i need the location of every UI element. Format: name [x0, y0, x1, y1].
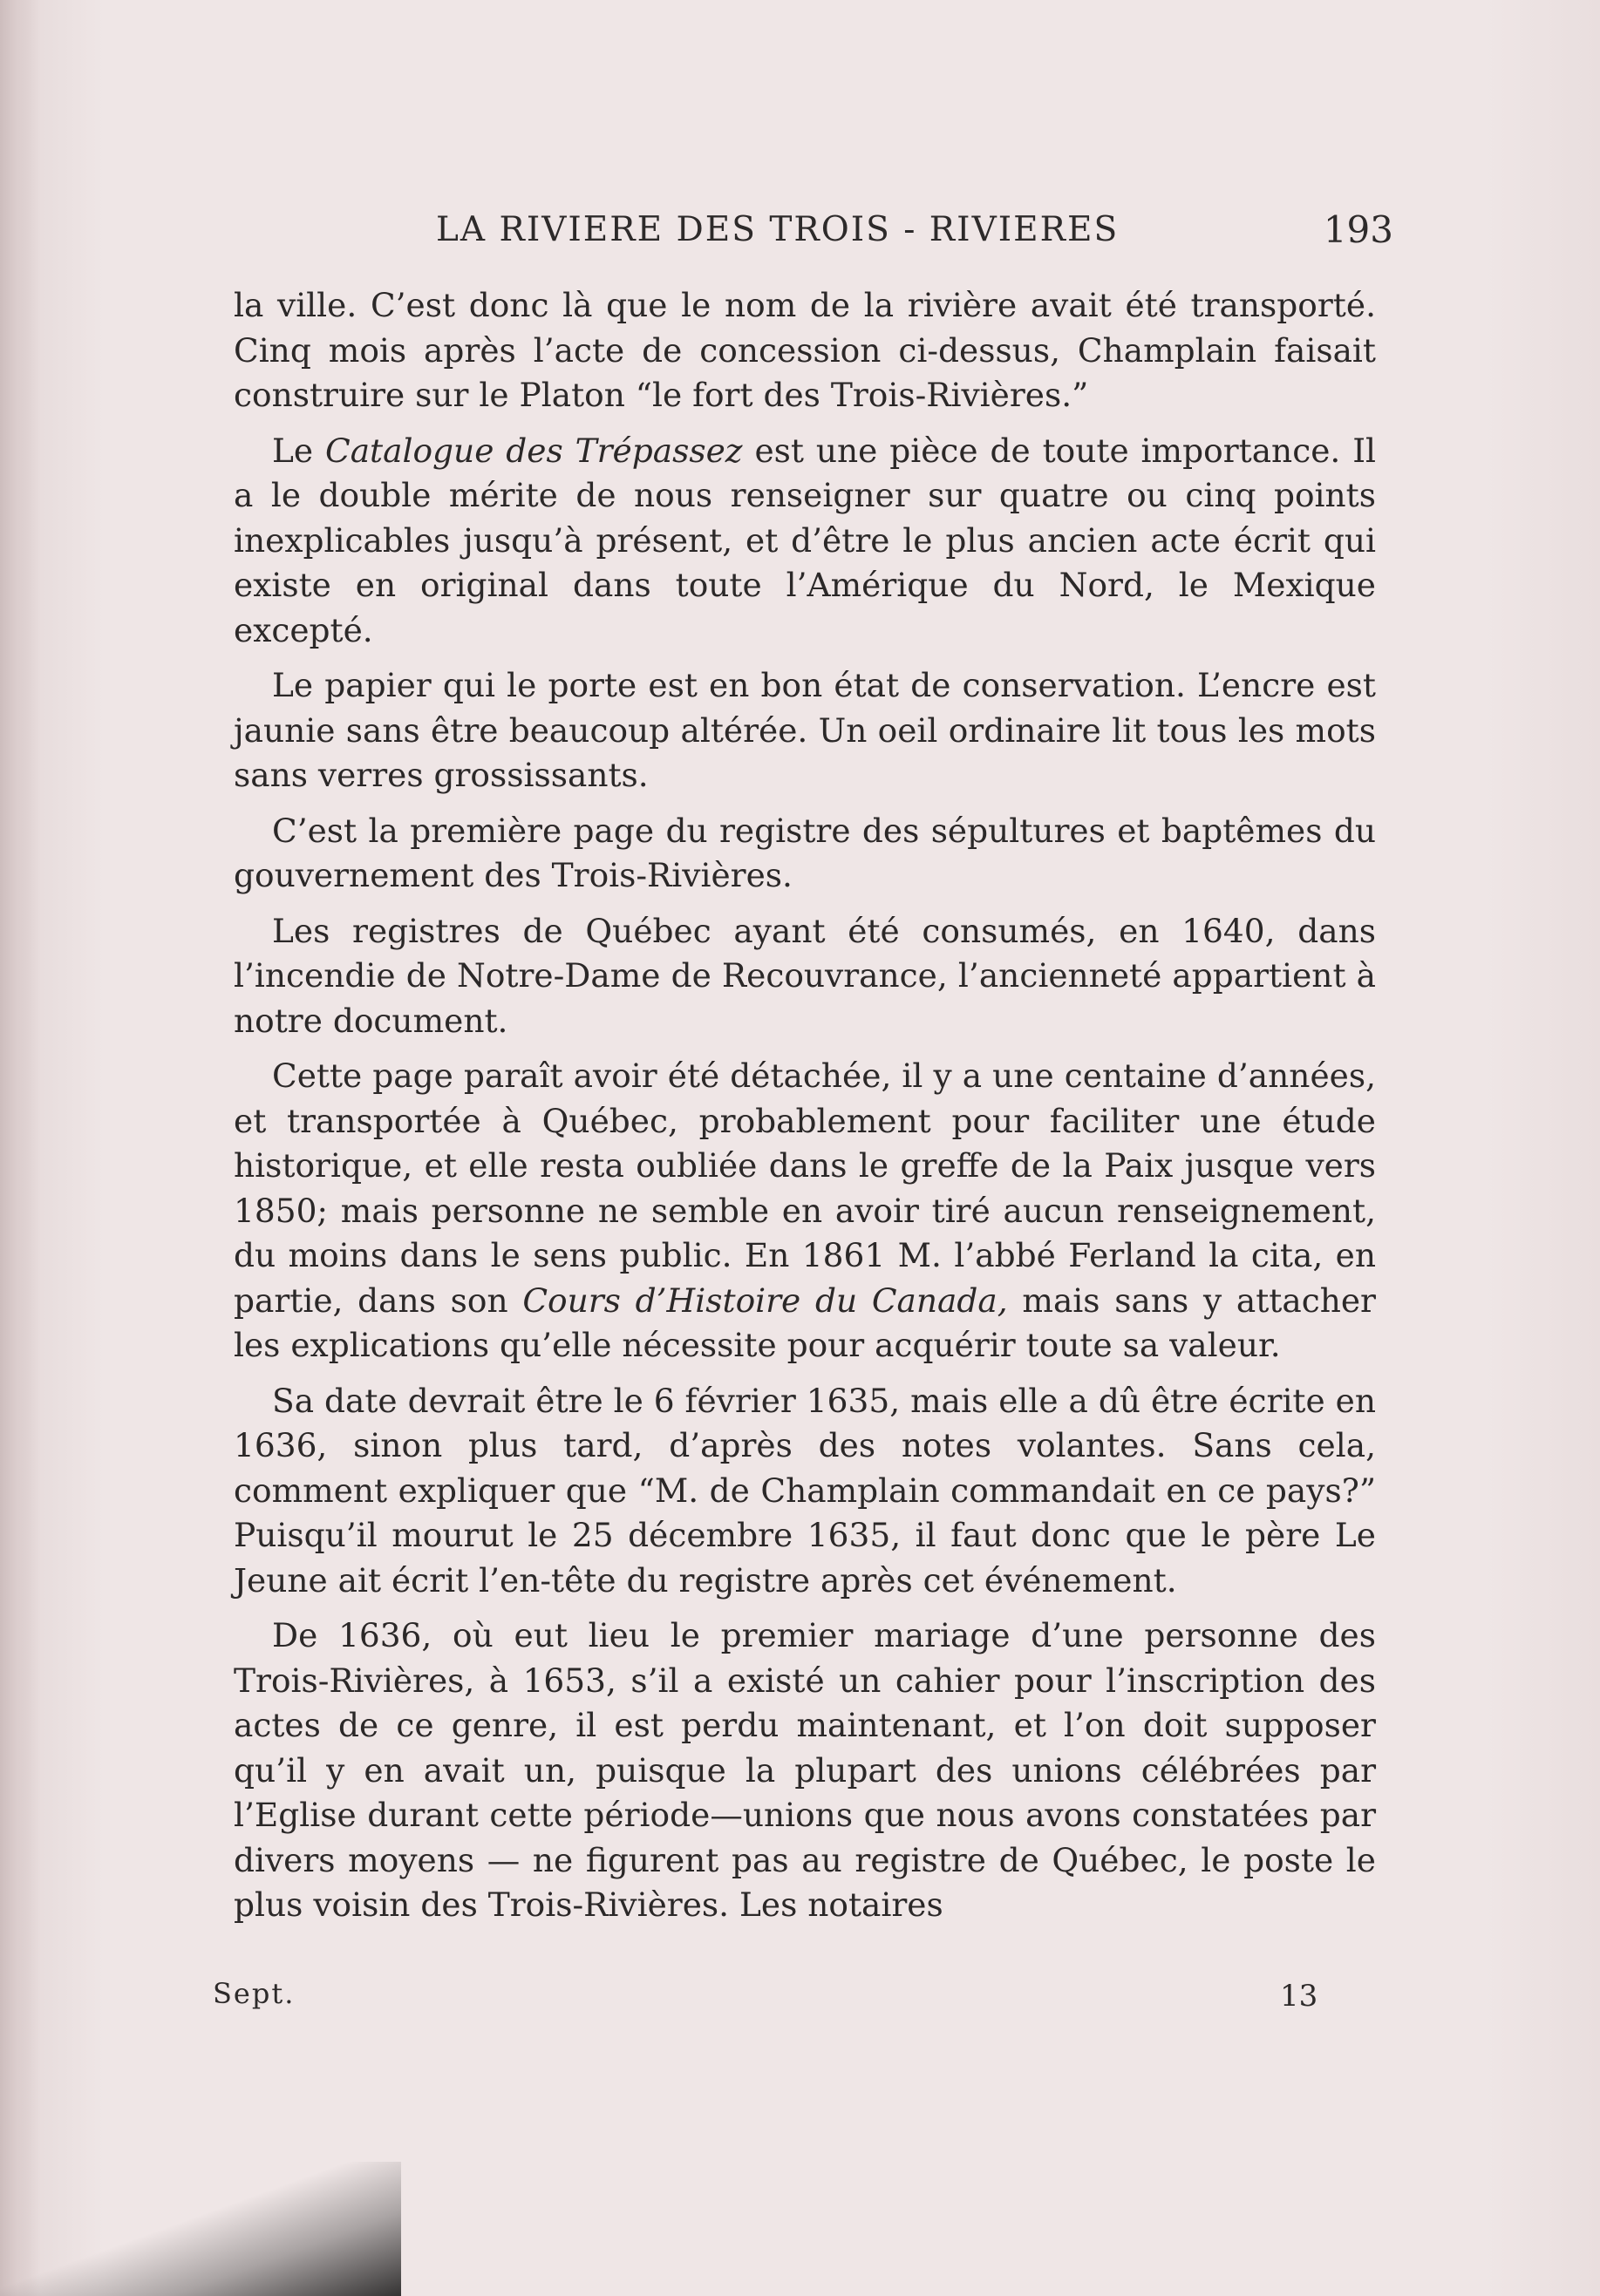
paragraph-text: la ville. C’est donc là que le nom de la rivière avait été transporté. Cinq mois après l’acte de concession ci-dessus, Champlain faisait construire sur le Platon “le fort des Trois-Rivières.”	[234, 286, 1376, 414]
paragraph-text: Sa date devrait être le 6 février 1635, mais elle a dû être écrite en 1636, sinon plus tard, d’après des notes volantes. Sans cela, comment expliquer que “M. de Champlain commandait en ce pays?” Puisqu’il mourut le 25 décembre 1635, il faut donc que le père Le Jeune ait écrit l’en-tête du registre après cet événement.	[234, 1381, 1376, 1600]
paragraph-text: Le papier qui le porte est en bon état de conservation. L’encre est jaunie sans être beaucoup altérée. Un oeil ordinaire lit tous les mots sans verres grossissants.	[234, 666, 1376, 794]
page-corner-shadow	[0, 2162, 401, 2296]
paragraph-text: De 1636, où eut lieu le premier mariage d’une personne des Trois-Rivières, à 1653, s’il a existé un cahier pour l’inscription des actes de ce genre, il est perdu maintenant, et l’on doit supposer qu’il y en avait un, puisque la plupart des unions célébrées par l’Eglise durant cette période—unions que nous avons constatées par divers moyens — ne figurent pas au registre de Québec, le poste le plus voisin des Trois-Rivières. Les notaires	[234, 1616, 1376, 1924]
paragraph	[234, 283, 1376, 418]
page-number: 193	[1323, 208, 1393, 251]
binding-shadow	[0, 0, 40, 2296]
paragraph	[234, 1613, 1376, 1928]
body-text	[234, 283, 1376, 1939]
signature-number: 13	[1280, 1979, 1318, 2014]
running-title: LA RIVIERE DES TROIS - RIVIERES	[436, 210, 1120, 249]
paragraph	[234, 909, 1376, 1044]
italic-title: Catalogue des Trépassez	[325, 431, 743, 470]
italic-title: Cours d’Histoire du Canada,	[522, 1280, 1008, 1320]
paragraph-text: mais sans y attacher les explications qu’elle nécessite pour acquérir toute sa valeur.	[234, 1280, 1376, 1364]
paragraph	[234, 663, 1376, 798]
paragraph	[234, 429, 1376, 654]
paragraph-text: Le	[272, 431, 325, 470]
paragraph	[234, 1379, 1376, 1604]
paragraph-text: est une pièce de toute importance. Il a le double mérite de nous renseigner sur quatre ou cinq points inexplicables jusqu’à présent, et d’être le plus ancien acte écrit qui existe en original dans toute l’Amérique du Nord, le Mexique excepté.	[234, 431, 1377, 649]
paragraph	[234, 809, 1376, 899]
running-head	[234, 203, 1393, 264]
paragraph-text: Les registres de Québec ayant été consumés, en 1640, dans l’incendie de Notre-Dame de Recouvrance, l’ancienneté appartient à notre document.	[234, 911, 1376, 1040]
paragraph	[234, 1054, 1376, 1369]
paragraph-text: Cette page paraît avoir été détachée, il y a une centaine d’années, et transportée à Québec, probablement pour faciliter une étude historique, et elle resta oubliée dans le greffe de la Paix jusque vers 1850; mais personne ne semble en avoir tiré aucun renseignement, du moins dans le sens public. En 1861 M. l’abbé Ferland la cita, en partie, dans son	[234, 1056, 1376, 1320]
paragraph-text: C’est la première page du registre des sépultures et baptêmes du gouvernement des Trois-Rivières.	[234, 811, 1376, 894]
signature-mark: Sept.	[213, 1977, 296, 2010]
